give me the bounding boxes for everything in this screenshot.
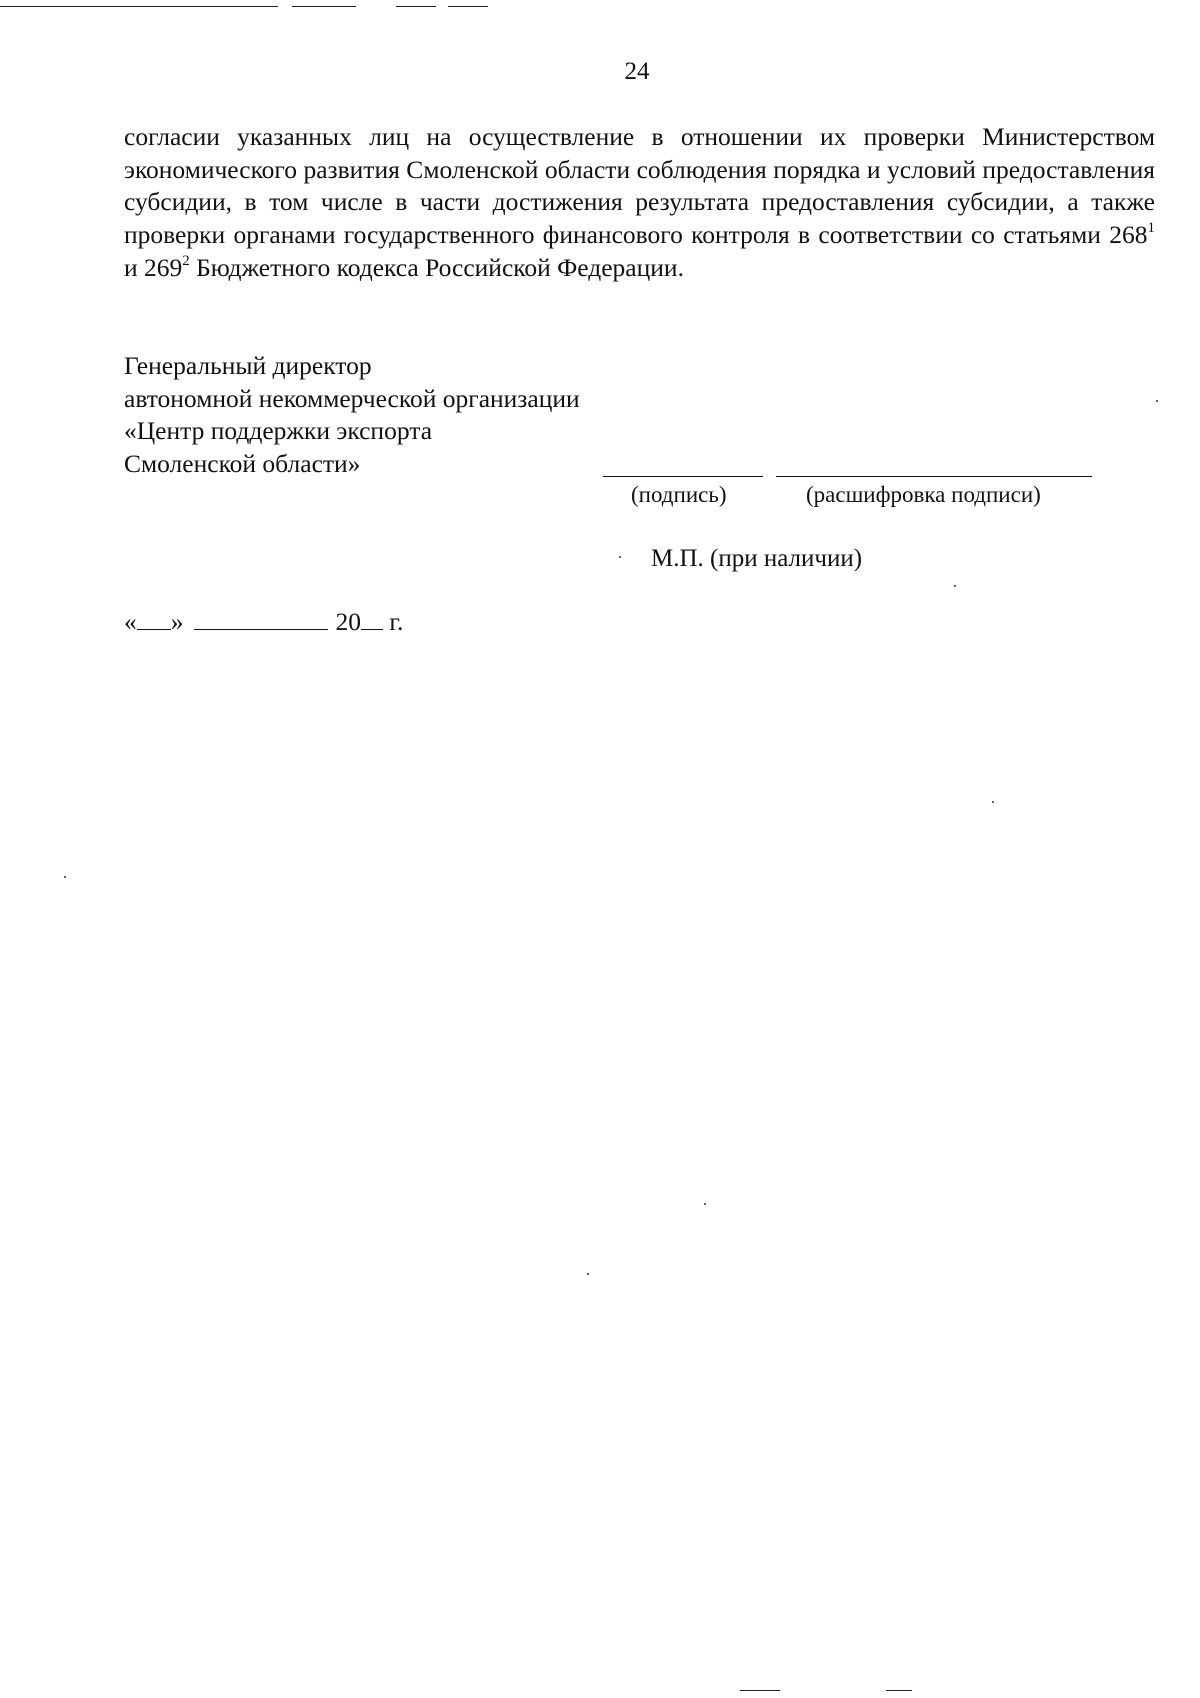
date-year-suffix: г. — [389, 607, 404, 636]
scan-speck — [954, 585, 956, 587]
scan-speck — [64, 876, 66, 878]
date-line — [124, 607, 403, 637]
date-century: 20 — [335, 607, 361, 636]
signatory-org-line: «Центр поддержки экспорта — [124, 416, 433, 446]
signatory-org-line: автономной некоммерческой организации — [124, 383, 580, 413]
signature-decoding-line — [776, 476, 1092, 477]
scan-top-rule — [396, 6, 436, 7]
signatory-title: Генеральный директор — [124, 351, 372, 380]
year-blank — [361, 609, 383, 630]
date-close-quote: » — [170, 607, 184, 636]
article-superscript: 2 — [182, 252, 190, 269]
body-text-part: согласии указанных лиц на осуществление в отношении их проверки Министерством экономического развития Смоленской области соблюдения порядка и условий предоставления субсидии, в том числе в части достижения результата предоставления субсидии, а также проверки органами государственного финансового контроля в соответствии со статьями 268 — [124, 122, 1155, 250]
body-paragraph — [124, 121, 1155, 285]
scan-top-rule — [0, 6, 278, 7]
signature-caption: (подпись) — [631, 482, 727, 507]
stamp-note: М.П. (при наличии) — [651, 545, 863, 572]
body-text-part: Бюджетного кодекса Российской Федерации. — [189, 252, 684, 282]
scan-speck — [704, 1203, 706, 1205]
signature-line — [603, 476, 763, 477]
signature-decoding-caption: (расшифровка подписи) — [806, 482, 1041, 507]
page-number: 24 — [624, 58, 650, 85]
scan-bottom-rule — [886, 1690, 912, 1691]
scan-bottom-rule — [740, 1690, 780, 1691]
scan-speck — [1156, 400, 1158, 402]
day-blank — [137, 609, 171, 630]
scan-speck — [619, 556, 621, 558]
scan-speck — [992, 801, 994, 803]
signatory-block — [124, 350, 580, 481]
signatory-org-line: Смоленской области» — [124, 449, 361, 479]
body-text-part: и 269 — [124, 252, 183, 282]
scan-top-rule — [448, 6, 488, 7]
date-open-quote: « — [124, 607, 137, 636]
scan-top-rule — [292, 6, 356, 7]
article-superscript: 1 — [1147, 220, 1155, 237]
scan-speck — [587, 1273, 589, 1275]
month-blank — [194, 609, 328, 630]
